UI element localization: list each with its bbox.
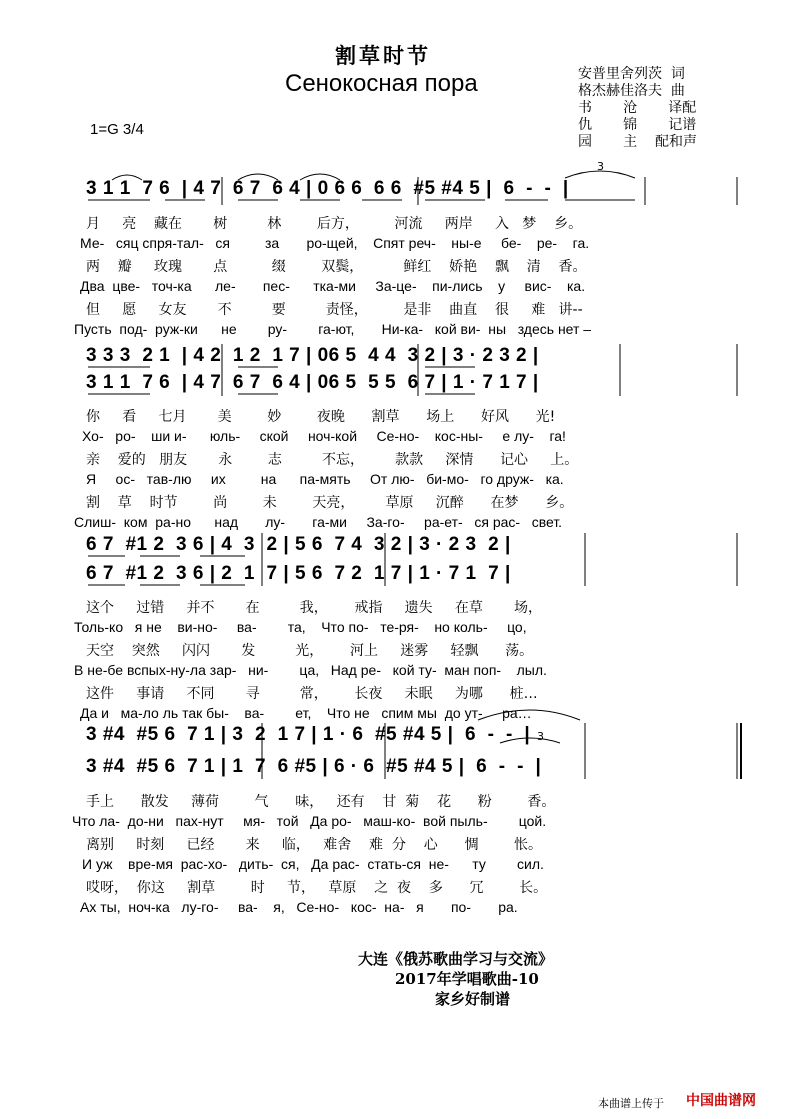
- system-2-lyric-5: 割 草 时节 尚 未 天亮， 草原 沉醉 在梦 乡。: [86, 495, 574, 511]
- site-logo[interactable]: 中国曲谱网: [686, 1093, 756, 1109]
- title-chinese: 割草时节: [335, 43, 431, 68]
- system-3-lyric-3: 天空 突然 闪闪 发 光， 河上 迷雾 轻飘 荡。: [86, 643, 534, 659]
- system-2-lyric-1: 你 看 七月 美 妙 夜晚 割草 场上 好风 光!: [86, 409, 556, 425]
- credit-lyricist: 安普里舍列茨 词: [578, 66, 685, 82]
- system-1-triplet-mark: 3: [597, 160, 604, 173]
- system-2-lyric-3: 亲 爱的 朋友 永 志 不忘， 款款 深情 记心 上。: [86, 452, 579, 468]
- system-1-lyric-1: 月 亮 藏在 树 林 后方， 河流 两岸 入 梦 乡。: [86, 216, 583, 232]
- system-4-notes-lower: 3 #4 #5 6 7 1 | 1 7 6 #5 | 6 · 6 #5 #4 5 | 6 - - |: [86, 756, 542, 777]
- credit-translator: 书 沧 译配: [578, 100, 697, 116]
- system-2-lyric-2: Хо- ро- ши и- юль- ской ноч-кой Се-но- кос-ны- е лу- га!: [82, 428, 566, 444]
- system-1-lyric-6: Пусть под- руж-ки не ру- га-ют, Ни-ка- кой ви- ны здесь нет –: [74, 321, 592, 337]
- footer-line-1: 大连《俄苏歌曲学习与交流》: [358, 950, 554, 968]
- key-signature: 1=G 3/4: [90, 121, 144, 138]
- system-2-lyric-4: Я ос- тав-лю их на па-мять От лю- би-мо- го друж- ка.: [86, 471, 564, 487]
- system-4-lyric-5: 哎呀， 你这 割草 时 节， 草原 之 夜 多 冗 长。: [86, 880, 548, 896]
- system-1-lyric-4: Два цве- точ-ка ле- пес- тка-ми За-це- пи-лись у вис- ка.: [80, 278, 586, 294]
- system-3-notes-lower: 6 7 #1 2 3 6 | 2 1 7 | 5 6 7 2 1 7 | 1 · 7 1 7 |: [86, 563, 511, 584]
- system-1-lyric-3: 两 瓣 玫瑰 点 缀 双鬓， 鲜红 娇艳 飘 清 香。: [86, 259, 587, 275]
- footer-line-3: 家乡好制谱: [435, 990, 511, 1008]
- system-1-notes: 3 1 1 7 6 | 4 7 6 7 6 4 | 0 6 6 6 6 #5 #4 5 | 6 - - |: [86, 178, 569, 199]
- system-2-notes-upper: 3 3 3 2 1 | 4 2 1 2 1 7 | 06 5 4 4 3 2 | 3 · 2 3 2 |: [86, 345, 539, 366]
- system-4-notes-upper: 3 #4 #5 6 7 1 | 3 2 1 7 | 1 · 6 #5 #4 5 | 6 - - |: [86, 724, 531, 745]
- footer-line-2: 2017年学唱歌曲-10: [395, 970, 539, 988]
- system-2-notes-lower: 3 1 1 7 6 | 4 7 6 7 6 4 | 06 5 5 5 6 7 | 1 · 7 1 7 |: [86, 372, 539, 393]
- system-4-lyric-6: Ах ты, ноч-ка лу-го- ва- я, Се-но- кос- на- я по- ра.: [80, 899, 518, 915]
- system-4-lyric-1: 手上 散发 薄荷 气 味， 还有 甘 菊 花 粉 香。: [86, 794, 556, 810]
- system-3-lyric-1: 这个 过错 并不 在 我， 戒指 遗失 在草 场，: [86, 600, 543, 616]
- system-4-lyric-3: 离别 时刻 已经 来 临， 难舍 难 分 心 惆 怅。: [86, 837, 543, 853]
- upload-note: 本曲谱上传于: [598, 1097, 664, 1110]
- system-3-lyric-5: 这件 事请 不同 寻 常， 长夜 未眠 为哪 桩…: [86, 686, 538, 702]
- system-4-lyric-4: И уж вре-мя рас-хо- дить- ся, Да рас- стать-ся не- ту сил.: [82, 856, 544, 872]
- system-4-triplet-mark: 3: [537, 730, 544, 743]
- system-4-lyric-2: Что ла- до-ни пах-нут мя- той Да ро- маш-ко- вой пыль- цой.: [72, 813, 547, 829]
- system-1-lyric-2: Ме- сяц спря-тал- ся за ро-щей, Спят реч- ны-е бе- ре- га.: [80, 235, 590, 251]
- system-1-lyric-5: 但 愿 女友 不 要 责怪， 是非 曲直 很 难 讲--: [86, 302, 583, 318]
- system-3-notes-upper: 6 7 #1 2 3 6 | 4 3 2 | 5 6 7 4 3 2 | 3 · 2 3 2 |: [86, 534, 511, 555]
- system-3-lyric-2: Толь-ко я не ви-но- ва- та, Что по- те-ря- но коль- цо,: [74, 619, 527, 635]
- system-3-lyric-4: В не-бе вспых-ну-ла зар- ни- ца, Над ре- кой ту- ман поп- лыл.: [74, 662, 547, 678]
- system-3-lyric-6: Да и ма-ло ль так бы- ва- ет, Что не спим мы до ут- ра…: [80, 705, 532, 721]
- credit-composer: 格杰赫佳洛夫 曲: [578, 83, 685, 99]
- credit-harmony: 园 主 配和声: [578, 134, 697, 150]
- system-2-lyric-6: Слиш- ком ра-но над лу- га-ми За-го- ра-ет- ся рас- свет.: [74, 514, 563, 530]
- credit-transcriber: 仇 锦 记谱: [578, 117, 697, 133]
- title-russian: Сенокосная пора: [285, 70, 478, 97]
